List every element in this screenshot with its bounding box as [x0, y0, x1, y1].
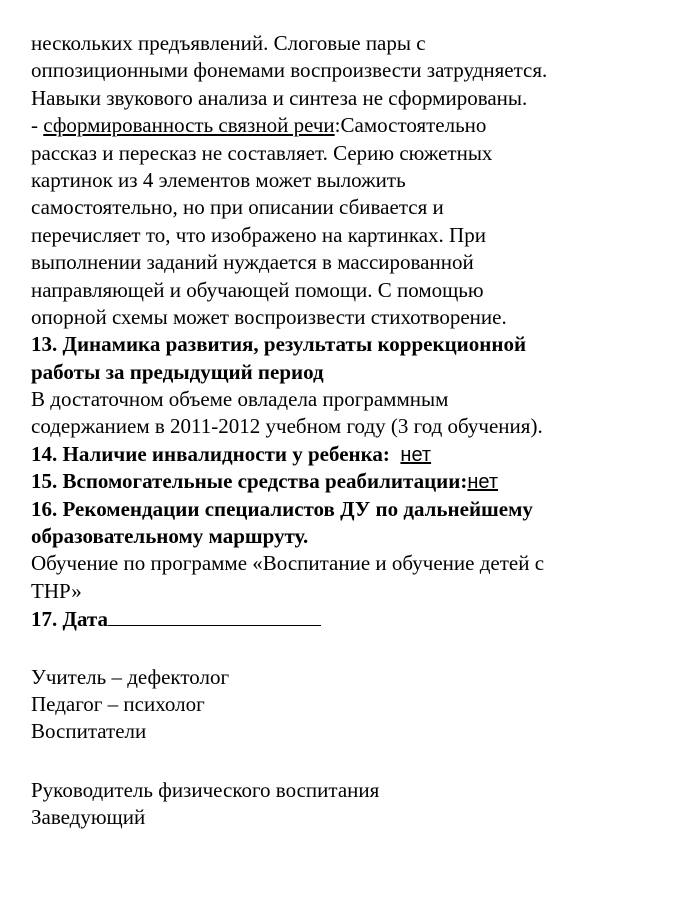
spacer: [31, 746, 661, 777]
section-14-row: [31, 441, 661, 468]
section-17-row: [31, 605, 661, 632]
section-16-text: Обучение по программе «Воспитание и обучение детей с: [31, 551, 545, 576]
section-16-heading: 16. Рекомендации специалистов ДУ по дальнейшему: [31, 496, 533, 521]
section-13-heading-cont: работы за предыдущий период: [31, 359, 324, 384]
section-13-heading: 13. Динамика развития, результаты коррекционной: [31, 332, 527, 357]
section-13-text: содержанием в 2011-2012 учебном году (3 год обучения).: [31, 414, 543, 439]
section-15-value: нет: [467, 471, 499, 494]
section-16-text: ТНР»: [31, 578, 82, 603]
body-line: Навыки звукового анализа и синтеза не сформированы.: [31, 85, 528, 110]
body-line: рассказ и пересказ не составляет. Серию сюжетных: [31, 140, 493, 165]
signature-psychologist: Педагог – психолог: [31, 691, 205, 716]
body-line: перечисляет то, что изображено на картинках. При: [31, 222, 486, 247]
section-13-text: В достаточном объеме овладела программным: [31, 387, 449, 412]
body-line: картинок из 4 элементов может выложить: [31, 167, 406, 192]
speech-coherence-text: :Самостоятельно: [334, 113, 487, 138]
body-line: выполнении заданий нуждается в массированной: [31, 250, 474, 275]
body-line: самостоятельно, но при описании сбивается и: [31, 195, 444, 220]
signature-head: Заведующий: [31, 805, 146, 830]
spacer: [31, 633, 661, 664]
signature-teacher-defectologist: Учитель – дефектолог: [31, 664, 230, 689]
body-line: направляющей и обучающей помощи. С помощью: [31, 277, 484, 302]
speech-coherence-line: [31, 112, 661, 139]
section-15-label: 15. Вспомогательные средства реабилитации:: [31, 469, 468, 494]
body-line: оппозиционными фонемами воспроизвести затрудняется.: [31, 58, 548, 83]
signature-pe-head: Руководитель физического воспитания: [31, 777, 380, 802]
speech-coherence-term: сформированность связной речи: [43, 113, 335, 138]
section-17-label: 17. Дата: [31, 607, 108, 632]
section-14-label: 14. Наличие инвалидности у ребенка:: [31, 441, 401, 466]
section-16-heading-cont: образовательному маршруту.: [31, 524, 309, 549]
date-blank-line: [108, 605, 321, 626]
signature-educators: Воспитатели: [31, 719, 147, 744]
document-page: [31, 30, 661, 832]
body-line: нескольких предъявлений. Слоговые пары с: [31, 31, 426, 55]
list-dash: -: [31, 113, 44, 138]
body-line: опорной схемы может воспроизвести стихотворение.: [31, 304, 507, 329]
section-14-value: нет: [400, 443, 432, 466]
section-15-row: [31, 468, 661, 495]
